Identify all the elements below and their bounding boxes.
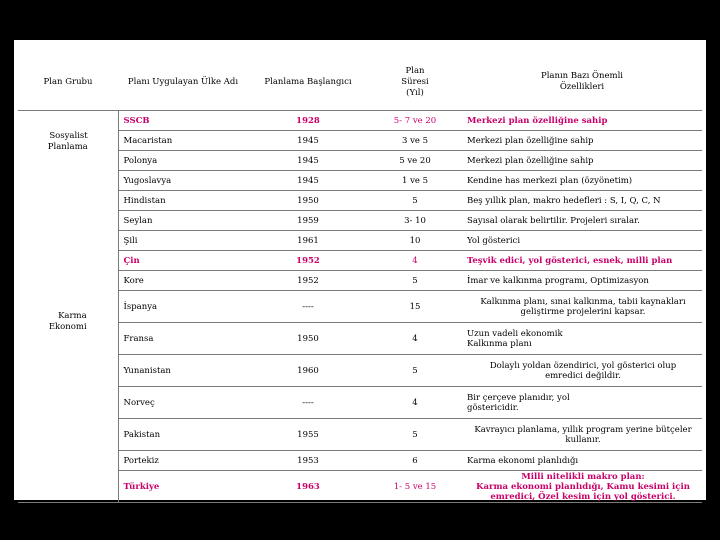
cell-features: Merkezi plan özelliğine sahip xyxy=(462,111,702,131)
cell-duration: 4 xyxy=(368,387,462,419)
table-row xyxy=(18,471,702,503)
cell-duration: 4 xyxy=(368,251,462,271)
cell-features: Merkezi plan özelliğine sahip xyxy=(462,151,702,171)
cell-features: Merkezi plan özelliğine sahip xyxy=(462,131,702,151)
cell-country: Yunanistan xyxy=(118,355,248,387)
cell-start: 1960 xyxy=(248,355,368,387)
cell-duration: 10 xyxy=(368,231,462,251)
cell-features: İmar ve kalkınma programı, Optimizasyon xyxy=(462,271,702,291)
cell-country: Macaristan xyxy=(118,131,248,151)
cell-features-line2: kullanır. xyxy=(565,434,601,445)
cell-features-line1: Bir çerçeve planıdır, yol xyxy=(467,392,570,403)
cell-features xyxy=(462,419,702,451)
table-row xyxy=(18,451,702,471)
cell-features xyxy=(462,291,702,323)
cell-duration: 6 xyxy=(368,451,462,471)
header-features-line2: Özellikleri xyxy=(559,82,605,92)
table-row xyxy=(18,387,702,419)
cell-start: ---- xyxy=(248,291,368,323)
header-start: Planlama Başlangıcı xyxy=(248,54,368,111)
cell-country: Kore xyxy=(118,271,248,291)
group-mixed xyxy=(18,191,118,503)
cell-duration: 3 ve 5 xyxy=(368,131,462,151)
cell-duration: 5 xyxy=(368,191,462,211)
cell-start: 1955 xyxy=(248,419,368,451)
header-features-line1: Planın Bazı Önemli xyxy=(540,71,624,81)
cell-country: İspanya xyxy=(118,291,248,323)
cell-duration: 15 xyxy=(368,291,462,323)
group-mixed-line2: Ekonomi xyxy=(48,321,87,332)
cell-start: 1950 xyxy=(248,323,368,355)
cell-start: 1961 xyxy=(248,231,368,251)
table-row xyxy=(18,131,702,151)
cell-start: 1945 xyxy=(248,131,368,151)
cell-features-line2: geliştirme projelerini kapsar. xyxy=(520,306,646,317)
cell-features: Teşvik edici, yol gösterici, esnek, milli plan xyxy=(462,251,702,271)
cell-duration: 4 xyxy=(368,323,462,355)
cell-duration: 5- 7 ve 20 xyxy=(368,111,462,131)
cell-features-line1: Dolaylı yoldan özendirici, yol gösterici olup xyxy=(489,360,677,371)
cell-duration: 5 xyxy=(368,419,462,451)
cell-features-line2: Karma ekonomi planlıdığı, Kamu kesimi için xyxy=(476,481,690,492)
cell-features-line2: Kalkınma planı xyxy=(467,338,532,349)
group-socialist-line1: Sosyalist xyxy=(49,131,88,141)
cell-features: Sayısal olarak belirtilir. Projeleri sıralar. xyxy=(462,211,702,231)
group-mixed-line1: Karma xyxy=(58,310,87,321)
cell-duration: 5 xyxy=(368,355,462,387)
cell-start: 1952 xyxy=(248,251,368,271)
header-group: Plan Grubu xyxy=(18,54,118,111)
cell-duration: 1 ve 5 xyxy=(368,171,462,191)
cell-duration: 5 xyxy=(368,271,462,291)
header-duration xyxy=(368,54,462,111)
cell-features: Yol gösterici xyxy=(462,231,702,251)
table-row xyxy=(18,191,702,211)
cell-country: Portekiz xyxy=(118,451,248,471)
group-socialist-line2: Planlama xyxy=(47,142,88,152)
cell-features: Beş yıllık plan, makro hedefleri : S, I, Q, C, N xyxy=(462,191,702,211)
cell-country: Polonya xyxy=(118,151,248,171)
table-row xyxy=(18,231,702,251)
cell-duration: 5 ve 20 xyxy=(368,151,462,171)
header-row xyxy=(18,54,702,111)
cell-start: 1928 xyxy=(248,111,368,131)
cell-country: Pakistan xyxy=(118,419,248,451)
cell-features-line3: emredici, Özel kesim için yol gösterici. xyxy=(490,491,676,502)
table-row xyxy=(18,419,702,451)
table-row xyxy=(18,323,702,355)
header-duration-line3: (Yıl) xyxy=(406,87,424,98)
cell-duration: 1- 5 ve 15 xyxy=(368,471,462,503)
table-row xyxy=(18,111,702,131)
cell-features xyxy=(462,355,702,387)
cell-start: ---- xyxy=(248,387,368,419)
table-row xyxy=(18,271,702,291)
cell-start: 1945 xyxy=(248,151,368,171)
cell-features xyxy=(462,323,702,355)
cell-features-line2: emredici değildir. xyxy=(545,370,621,381)
cell-features-line1: Kalkınma planı, sınai kalkınma, tabii kaynakları xyxy=(480,296,686,307)
cell-features xyxy=(462,471,702,503)
planning-table xyxy=(18,54,702,503)
header-duration-line2: Süresi xyxy=(401,76,429,87)
table-row xyxy=(18,211,702,231)
cell-features-line1: Uzun vadeli ekonomik xyxy=(467,328,563,339)
cell-features-line2: göstericidir. xyxy=(467,402,519,413)
header-country: Planı Uygulayan Ülke Adı xyxy=(118,54,248,111)
group-socialist xyxy=(18,111,118,191)
cell-country: Şili xyxy=(118,231,248,251)
cell-features: Kendine has merkezi plan (özyönetim) xyxy=(462,171,702,191)
cell-country: Fransa xyxy=(118,323,248,355)
cell-country: Seylan xyxy=(118,211,248,231)
cell-start: 1959 xyxy=(248,211,368,231)
cell-country: SSCB xyxy=(118,111,248,131)
cell-features-line1: Kavrayıcı planlama, yıllık program yerine bütçeler xyxy=(474,424,692,435)
cell-start: 1963 xyxy=(248,471,368,503)
cell-country: Yugoslavya xyxy=(118,171,248,191)
cell-start: 1953 xyxy=(248,451,368,471)
header-duration-line1: Plan xyxy=(405,65,425,76)
cell-features xyxy=(462,387,702,419)
cell-country: Hindistan xyxy=(118,191,248,211)
cell-start: 1952 xyxy=(248,271,368,291)
table-row xyxy=(18,171,702,191)
table-row xyxy=(18,251,702,271)
cell-features-line1: Milli nitelikli makro plan: xyxy=(521,471,645,482)
cell-duration: 3- 10 xyxy=(368,211,462,231)
cell-features: Karma ekonomi planlıdığı xyxy=(462,451,702,471)
table-row xyxy=(18,291,702,323)
table-row xyxy=(18,151,702,171)
cell-start: 1945 xyxy=(248,171,368,191)
cell-start: 1950 xyxy=(248,191,368,211)
cell-country: Çin xyxy=(118,251,248,271)
slide xyxy=(14,40,706,500)
table-row xyxy=(18,355,702,387)
cell-country: Türkiye xyxy=(118,471,248,503)
cell-country: Norveç xyxy=(118,387,248,419)
header-features xyxy=(462,54,702,111)
